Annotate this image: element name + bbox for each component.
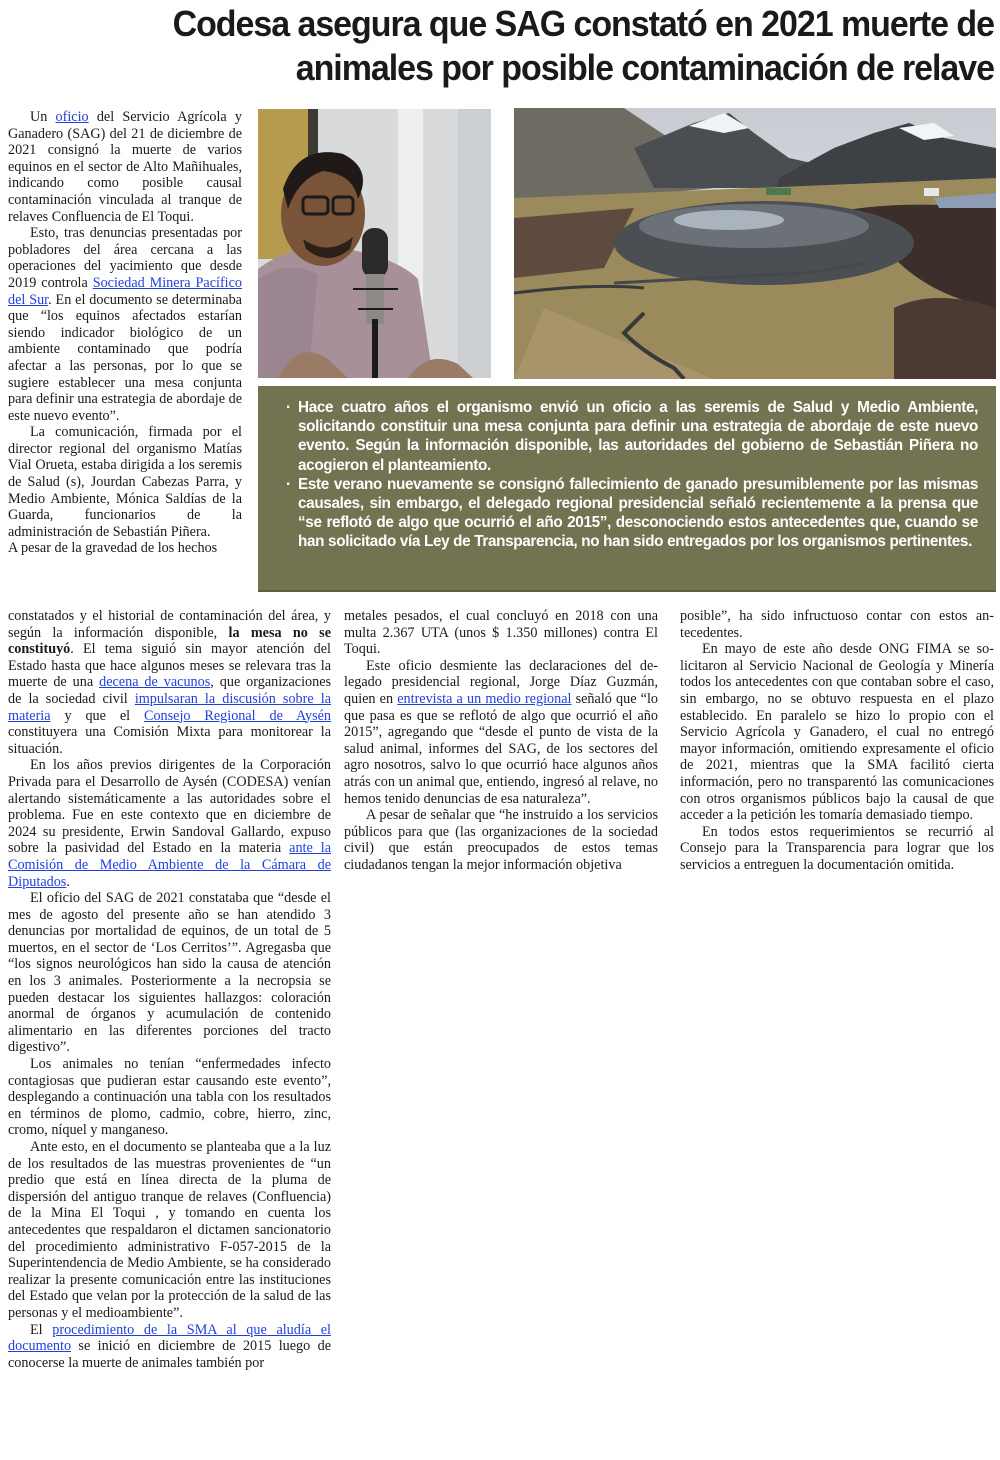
headline-line-1: Codesa asegura que SAG constató en 2021 muerte de xyxy=(172,3,994,44)
highlight-item: · Hace cuatro años el organismo envió un oficio a las seremis de Salud y Medio Ambiente, solicitando constituir una mesa conjunta para definir una estrategia de abordaje de este nuevo evento. Según la información disponible, las autoridades del gobierno de Sebastián Piñera no acogieron el planteamiento. xyxy=(286,399,978,474)
paragraph: El oficio del SAG de 2021 constataba que “desde el mes de agosto del presente año se han atendido 3 denuncias por mortalidad de equinos, de un total de 5 muertos, en el sector de ‘Los Cerritos’”. Agregasba que “los signos neurológicos han sido la causa de atención en los 3 animales. Posteriormente a la necropsia se pueden destacar los siguientes hallazgos: coloración anormal de órganos y acumulación de contenido alimentario en las diferentes porciones del tracto digestivo”. xyxy=(8,890,331,1056)
bold-statement: la mesa no se constituyó xyxy=(8,624,331,658)
interview-photo xyxy=(258,109,491,378)
headline-line-2: animales por posible contaminación de relave xyxy=(295,47,994,88)
sociedad-minera-link[interactable]: Sociedad Minera Pacífico del Sur xyxy=(8,274,242,308)
paragraph: En los años previos dirigentes de la Corporación Privada para el Desarrollo de Aysén (CODESA) venían alertando sistemáticamente a las autoridades sobre el problema. Fue en este contexto que en diciembre de 2024 su presidente, Erwin Sandoval Gallardo, expuso sobre la pasividad del Estado en la materia ante la Comisión de Medio Ambiente de la Cámara de Diputados. xyxy=(8,757,331,890)
paragraph-start: A pesar de la gravedad de los hechos xyxy=(8,540,218,557)
comision-medio-ambiente-link[interactable]: ante la Comisión de Medio Ambiente de la Cámara de Diputados xyxy=(8,840,331,890)
tailings-aerial-photo xyxy=(514,108,996,379)
paragraph: posible”, ha sido infructuoso contar con estos antecedentes. xyxy=(680,608,994,641)
column-3 xyxy=(680,608,994,874)
column-1-lower xyxy=(8,608,331,1371)
decena-vacunos-link[interactable]: decena de vacunos xyxy=(99,674,211,691)
paragraph: Los animales no tenían “enfermedades infecto contagiosas que pudieran estar causando este evento”, desplegando a continuación una tabla con los resultados en términos de plomo, cadmio, cobre, hierro, zinc, cromo, níquel y manganeso. xyxy=(8,1056,331,1139)
bullet-icon: · xyxy=(286,475,291,493)
paragraph: Ante esto, en el documento se planteaba que a la luz de los resultados de las muestras provenientes de “un predio que está en línea directa de la pluma de dispersión del antiguo tranque de relaves (Confluencia) de la Mina El Toqui , y tomando en cuenta los antecedentes que respaldaron el dictamen sancionatorio del procedimiento administrativo F-057-2015 de la Superintendencia de Medio Ambiente, se ha considerado realizar la presente comunicación entre las instituciones del Estado que velan por la protección de la salud de las personas y el medioambiente”. xyxy=(8,1139,331,1321)
paragraph: Este oficio desmiente las declaraciones del delegado presidencial regional, Jorge Díaz Guzmán, quien en entrevista a un medio regional señaló que “lo que pasa es que se reflotó de algo que ocurrió el año 2015”, agregando que “desde el punto de vista de la salud animal, informes del SAG, de los sectores del agro nosotros, salvo lo que ocurrió hace algunos años atrás con un animal que, entiendo, ingresó al relave, no hemos tenido denuncias de esa naturaleza”. xyxy=(344,657,658,807)
paragraph: El procedimiento de la SMA al que aludía el documento se inició en diciembre de 2015 luego de conocerse la muerte de animales también por xyxy=(8,1321,332,1371)
bullet-icon: · xyxy=(286,399,291,416)
paragraph: Esto, tras denuncias presentadas por pobladores del área cercana a las operaciones del yacimiento que desde 2019 controla Sociedad Minera Pacífico del Sur. En el documento se determinaba que “los equinos afectados estarían siendo indicador biológico de un ambiente contaminado que podría afectar a las personas, por lo que se sugiere establecer una mesa conjunta para definir una estrategia de abordaje de este nuevo evento”. xyxy=(8,225,242,424)
paragraph: A pesar de señalar que “he instruido a los servicios públicos para que (las organizaciones de la sociedad civil) que están preocupados de estos temas ciudadanos tengan la mejor información objetiva xyxy=(344,807,658,873)
consejo-regional-link[interactable]: Consejo Regional de Aysén xyxy=(143,707,331,724)
article-headline xyxy=(88,2,994,90)
column-1-upper xyxy=(8,109,242,557)
entrevista-link[interactable]: entrevista a un medio regional xyxy=(397,690,572,707)
paragraph: metales pesados, el cual concluyó en 2018 con una multa 2.367 UTA (unos $ 1.350 millones) contra El Toqui. xyxy=(344,608,658,658)
highlight-item: · Este verano nuevamente se consignó fallecimiento de ganado presumiblemente por las mismas causales, sin embargo, el delegado regional presidencial señaló recientemente a la prensa que “se reflotó de algo que ocurrió el año 2015”, desconociendo estos antecedentes que, cuando se han solicitado vía Ley de Transparencia, no han sido entregados por los organismos pertinentes. xyxy=(286,475,978,551)
paragraph: En todos estos requerimientos se recurrió al Consejo para la Transparencia para lograr que los servicios a entreguen la documentación omitida. xyxy=(680,823,994,873)
impulsaran-discusion-link[interactable]: impulsaran la discusión sobre la materia xyxy=(8,690,331,724)
oficio-link[interactable]: oficio xyxy=(55,109,89,125)
procedimiento-sma-link[interactable]: procedimiento de la SMA al que aludía el documento xyxy=(8,1321,332,1355)
highlights-box xyxy=(258,386,996,592)
column-2 xyxy=(344,608,658,874)
paragraph: constatados y el historial de contaminación del área, y según la información disponible, la mesa no se constituyó. El tema siguió sin mayor atención del Estado hasta que hace algunos meses se relevara tras la muerte de una decena de vacunos, que organizaciones de la sociedad civil impulsaran la discusión sobre la materia y que el Consejo Regional de Aysén constituyera una Comisión Mixta para monitorear la situación. xyxy=(8,608,332,757)
paragraph: La comunicación, firmada por el director regional del organismo Matías Vial Orueta, estaba dirigida a los seremis de Salud (s), Jourdan Cabezas Parra, y Medio Ambiente, Mónica Saldías de la Guarda, funcionarios de la administración de Sebastián Piñera. xyxy=(8,424,242,540)
paragraph: En mayo de este año desde ONG FIMA se solicitaron al Servicio Nacional de Geología y Minería todos los antecedentes con que contaban sobre el caso, sin embargo, no se obtuvo respuesta en el plazo establecido. En paralelo se hizo lo propio con el Servicio Agrícola y Ganadero, el cual no entregó mayor información, omitiendo expresamente el oficio de 2021, mientras que la SMA facilitó cierta información, pero no transparentó las comunicaciones con otros organismos públicos bajo la causal de que acceder a la petición les tomaría demasiado tiempo. xyxy=(680,641,994,824)
paragraph: Un oficio del Servicio Agrícola y Ganadero (SAG) del 21 de diciembre de 2021 consignó la muerte de varios equinos en el sector de Alto Mañihuales, indicando como posible causal contaminación vinculada al tranque de relaves Confluencia de El Toqui. xyxy=(8,109,242,225)
